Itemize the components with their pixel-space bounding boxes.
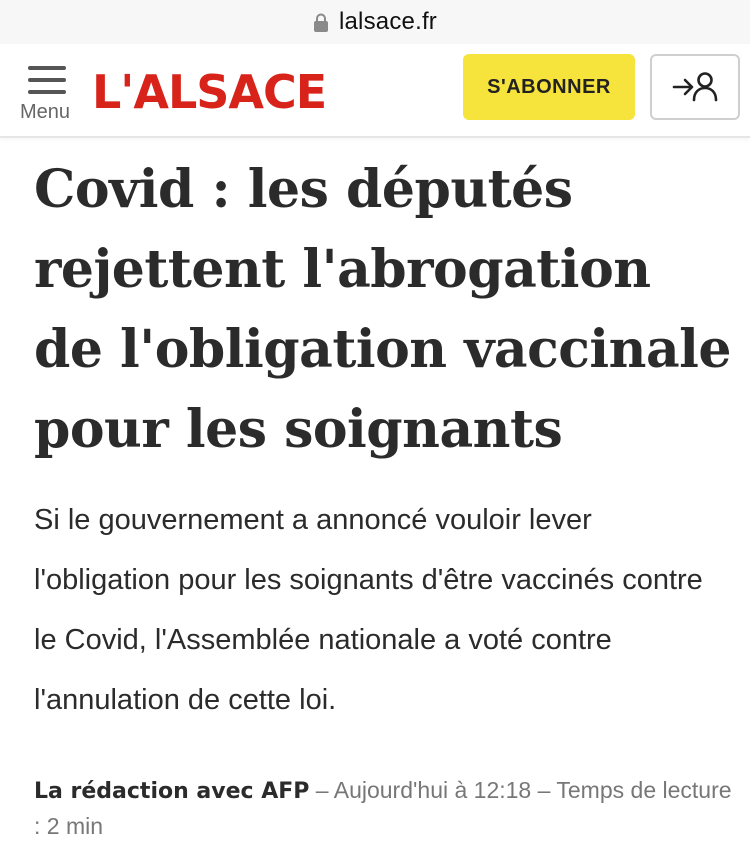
menu-label: Menu	[20, 101, 71, 123]
hamburger-icon	[28, 66, 66, 102]
url-text[interactable]: lalsace.fr	[338, 8, 438, 35]
byline-time: Aujourd'hui à 12:18	[333, 777, 532, 803]
login-button[interactable]	[650, 54, 740, 120]
byline-author: La rédaction avec AFP	[34, 779, 310, 804]
menu-button[interactable]	[18, 64, 80, 124]
site-header	[0, 44, 750, 138]
article-lede: Si le gouvernement a annoncé vouloir lever l'obligation pour les soignants d'être vaccinés contre le Covid, l'Assemblée nationale a voté contre l'annulation de cette loi.	[34, 504, 703, 716]
byline-separator: –	[531, 777, 557, 803]
browser-url-bar[interactable]	[0, 0, 750, 44]
login-user-icon	[670, 67, 720, 107]
subscribe-button[interactable]: S'ABONNER	[463, 54, 635, 120]
lock-icon	[313, 13, 329, 33]
article-byline	[34, 773, 734, 843]
site-logo[interactable]	[92, 66, 332, 118]
logo-text: L'ALSACE	[92, 65, 327, 119]
article-title: Covid : les députés rejettent l'abrogation de l'obligation vaccinale pour les soignants	[34, 159, 732, 460]
byline-reading-time: Temps de lecture : 2 min	[34, 777, 732, 839]
byline-separator: –	[309, 777, 334, 803]
